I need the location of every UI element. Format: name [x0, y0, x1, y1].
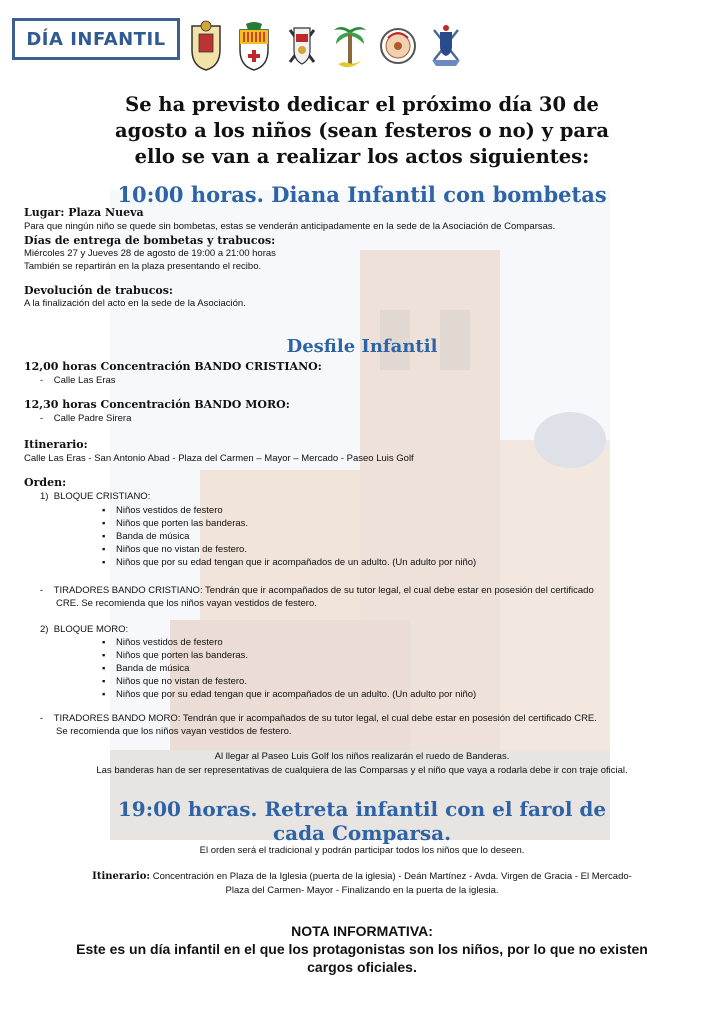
- lugar-label: Lugar: Plaza Nueva: [24, 206, 144, 219]
- bloque-cristiano-label: BLOQUE CRISTIANO:: [53, 491, 151, 502]
- diana-heading: 10:00 horas. Diana Infantil con bombetas: [117, 182, 607, 207]
- nota-line-1: Este es un día infantil en el que los protagonistas son los niños, por lo que no existen: [76, 941, 648, 957]
- retreta-itinerario-line-1: Concentración en Plaza de la Iglesia (puerta de la iglesia) - Deán Martínez - Avda. Virgen de Gracia - El Mercado-: [152, 871, 632, 882]
- lugar-text: Para que ningún niño se quede sin bombetas, estas se venderán anticipadamente en la sede de la Asociación de Comparsas.: [24, 221, 556, 232]
- title-badge: [12, 18, 180, 60]
- calle-moro: - Calle Padre Sirera: [40, 413, 132, 424]
- list-item: ▪ Niños que no vistan de festero.: [116, 543, 476, 556]
- list-item: ▪ Niños vestidos de festero: [116, 636, 476, 649]
- desfile-heading: Desfile Infantil: [286, 336, 438, 357]
- bloque-cristiano: 1) BLOQUE CRISTIANO:: [40, 491, 151, 502]
- banderas-line-1: Al llegar al Paseo Luis Golf los niños realizarán el ruedo de Banderas.: [214, 751, 510, 762]
- list-item: ▪ Banda de música: [116, 662, 476, 675]
- crests-row: [186, 20, 466, 72]
- retreta-itinerario-line-2: Plaza del Carmen- Mayor - Finalizando en la puerta de la iglesia.: [225, 885, 499, 896]
- nota-line-2: cargos oficiales.: [307, 959, 417, 975]
- itinerario-text: Calle Las Eras - San Antonio Abad - Plaza del Carmen – Mayor – Mercado - Paseo Luis Golf: [24, 453, 414, 464]
- retreta-itinerario: [20, 870, 704, 898]
- tiradores-moro-line-2: Se recomienda que los niños vayan vestidos de festero.: [56, 726, 292, 737]
- intro-line: agosto a los niños (sean festeros o no) y para: [115, 119, 609, 142]
- retreta-heading-line-2: cada Comparsa.: [272, 821, 452, 845]
- itinerario-label: Itinerario:: [24, 438, 88, 451]
- crest-icon: [378, 20, 418, 72]
- concentracion-cristiano: 12,00 horas Concentración BANDO CRISTIANO:: [24, 360, 322, 373]
- crest-icon: [282, 20, 322, 72]
- crest-icon: [234, 20, 274, 72]
- orden-label: Orden:: [24, 476, 67, 489]
- intro-text: [30, 92, 694, 170]
- tiradores-cristiano-line-1: TIRADORES BANDO CRISTIANO: Tendrán que ir acompañados de su tutor legal, el cual debe estar en posesión del certificado: [53, 585, 594, 596]
- badge-text: DÍA INFANTIL: [26, 28, 166, 50]
- tiradores-moro: - TIRADORES BANDO MORO: Tendrán que ir acompañados de su tutor legal, el cual debe estar en posesión del certificado CRE. Se recomienda que los niños vayan vestidos de festero.: [40, 713, 710, 737]
- banderas-line-2: Las banderas han de ser representativas de cualquiera de las Comparsas y el niño que vaya a rodarla debe ir con traje oficial.: [96, 765, 628, 776]
- list-item: ▪ Banda de música: [116, 530, 476, 543]
- intro-line: Se ha previsto dedicar el próximo día 30 de: [125, 93, 599, 116]
- crest-icon: [186, 20, 226, 72]
- crest-icon: [426, 20, 466, 72]
- bloque-moro-label: BLOQUE MORO:: [53, 624, 129, 635]
- entrega-label: Días de entrega de bombetas y trabucos:: [24, 234, 276, 247]
- devolucion-label: Devolución de trabucos:: [24, 284, 173, 297]
- bloque-moro-list: [116, 636, 476, 701]
- retreta-orden: El orden será el tradicional y podrán participar todos los niños que lo deseen.: [199, 845, 525, 856]
- devolucion-text: A la finalización del acto en la sede de la Asociación.: [24, 298, 246, 309]
- tiradores-cristiano: - TIRADORES BANDO CRISTIANO: Tendrán que ir acompañados de su tutor legal, el cual debe estar en posesión del certificado CRE. Se recomienda que los niños vayan vestidos de festero.: [40, 585, 710, 609]
- retreta-heading: [20, 797, 704, 845]
- tiradores-cristiano-line-2: CRE. Se recomienda que los niños vayan vestidos de festero.: [56, 598, 317, 609]
- calle-moro-text: Calle Padre Sirera: [53, 413, 132, 424]
- entrega-line-1: Miércoles 27 y Jueves 28 de agosto de 19:00 a 21:00 horas: [24, 248, 276, 259]
- bloque-moro: 2) BLOQUE MORO:: [40, 624, 129, 635]
- list-item: ▪ Niños que por su edad tengan que ir acompañados de un adulto. (Un adulto por niño): [116, 556, 476, 569]
- list-item: ▪ Niños que por su edad tengan que ir acompañados de un adulto. (Un adulto por niño): [116, 688, 476, 701]
- bloque-cristiano-list: [116, 504, 476, 569]
- calle-cristiano: - Calle Las Eras: [40, 375, 116, 386]
- tiradores-moro-line-1: TIRADORES BANDO MORO: Tendrán que ir acompañados de su tutor legal, el cual debe estar en posesión del certificado CRE.: [53, 713, 597, 724]
- list-item: ▪ Niños que porten las banderas.: [116, 517, 476, 530]
- nota-informativa: [30, 922, 694, 976]
- list-item: ▪ Niños que no vistan de festero.: [116, 675, 476, 688]
- entrega-line-2: También se repartirán en la plaza presentando el recibo.: [24, 261, 262, 272]
- list-item: ▪ Niños que porten las banderas.: [116, 649, 476, 662]
- banderas-text: [20, 750, 704, 778]
- list-item: ▪ Niños vestidos de festero: [116, 504, 476, 517]
- concentracion-moro: 12,30 horas Concentración BANDO MORO:: [24, 398, 290, 411]
- crest-icon: [330, 20, 370, 72]
- retreta-itinerario-label: Itinerario:: [92, 871, 151, 882]
- calle-cristiano-text: Calle Las Eras: [53, 375, 116, 386]
- retreta-heading-line-1: 19:00 horas. Retreta infantil con el farol de: [117, 797, 607, 821]
- nota-title: NOTA INFORMATIVA:: [291, 923, 433, 939]
- intro-line: ello se van a realizar los actos siguientes:: [134, 145, 590, 168]
